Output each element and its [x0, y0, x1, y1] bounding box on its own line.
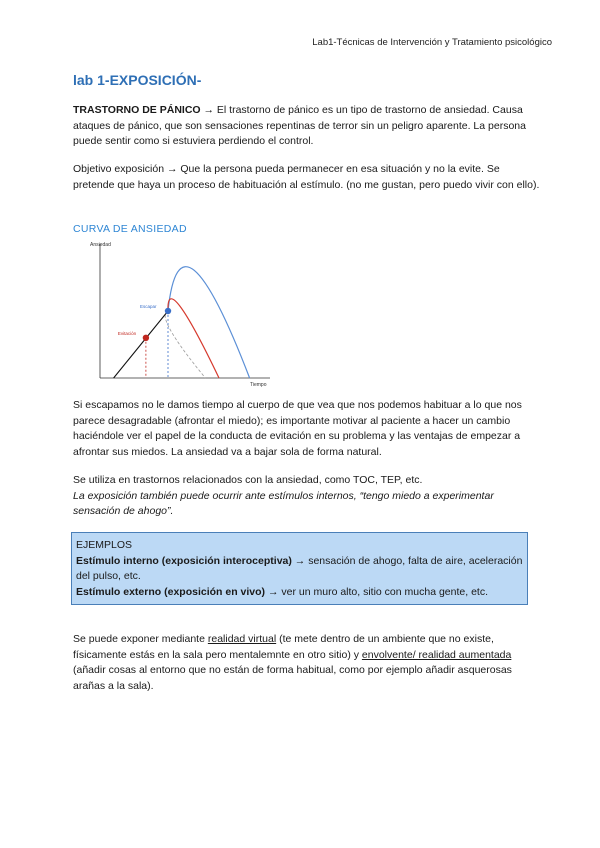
internal-stimulus-label: Estímulo interno (exposición interoceptiva)	[76, 554, 292, 567]
series-line-2	[165, 311, 205, 378]
page-title: lab 1-EXPOSICIÓN-	[73, 72, 202, 88]
panic-arrow: →	[200, 104, 217, 116]
external-stimulus-label: Estímulo externo (exposición en vivo)	[76, 585, 266, 598]
internal-stimulus-text: → sensación de ahogo, falta de aire, aceleración del pulso, etc.	[76, 554, 523, 582]
internal-stimuli-note: La exposición también puede ocurrir ante estímulos internos, “tengo miedo a experimentar sensación de ahogo”.	[73, 489, 494, 517]
panic-text: El trastorno de pánico es un tipo de trastorno de ansiedad. Causa ataques de pánico, que son sensaciones repentinas de terror sin un peligro aparente. La persona puede sentir como si estuviera perdiendo el control.	[73, 104, 526, 147]
running-header: Lab1-Técnicas de Intervención y Tratamiento psicológico	[312, 37, 552, 48]
series-line-rise	[114, 311, 168, 378]
external-stimulus-text: → ver un muro alto, sitio con mucha gente, etc.	[265, 585, 488, 598]
marker-point-0	[165, 308, 171, 314]
curve-section-title: CURVA DE ANSIEDAD	[73, 223, 187, 235]
objective-paragraph: Objetivo exposición → Que la persona pueda permanecer en esa situación y no la evite. Se pretende que haya un proceso de habituación al estímulo. (no me gustan, pero puedo vivir con ello).	[73, 163, 540, 191]
x-axis-label: Tiempo	[250, 382, 267, 388]
disorders-paragraph	[73, 473, 543, 520]
augmented-reality-term: envolvente/ realidad aumentada	[361, 648, 512, 661]
marker-point-1	[143, 335, 149, 341]
virtual-reality-paragraph	[73, 632, 543, 694]
y-axis-label: Ansiedad	[90, 242, 111, 248]
virtual-post: (añadir cosas al entorno que no están de forma habitual, como por ejemplo añadir asquerosas arañas a la sala).	[73, 664, 512, 692]
series-line-0	[168, 267, 250, 378]
internal-stimulus-example	[76, 554, 523, 585]
disorders-line: Se utiliza en trastornos relacionados con la ansiedad, como TOC, TEP, etc.	[73, 474, 423, 486]
virtual-mid: (te mete dentro de un ambiente que no existe, físicamente estás en la sala pero mentalemnte en otro sitio) y	[73, 633, 494, 661]
anxiety-curve-chart	[88, 240, 278, 390]
panic-paragraph	[73, 103, 543, 150]
external-stimulus-example	[76, 585, 523, 601]
examples-box	[71, 532, 528, 605]
virtual-pre: Se puede exponer mediante	[73, 633, 208, 645]
marker-label-0: Escapar	[140, 304, 157, 309]
marker-label-1: Evitación	[117, 330, 137, 336]
examples-heading: EJEMPLOS	[76, 539, 133, 551]
virtual-reality-term: realidad virtual	[207, 633, 277, 645]
escape-paragraph: Si escapamos no le damos tiempo al cuerpo de que vea que nos podemos habituar a lo que nos parece desagradable (afrontar el miedo); es importante motivar al paciente a hacer un cambio haciéndole ver el papel de la conducta de evitación en su problema y las ventajas de empezar a afrontar sus miedos. La ansiedad va a bajar sola de forma natural.	[73, 399, 522, 458]
panic-term: TRASTORNO DE PÁNICO	[73, 104, 201, 116]
